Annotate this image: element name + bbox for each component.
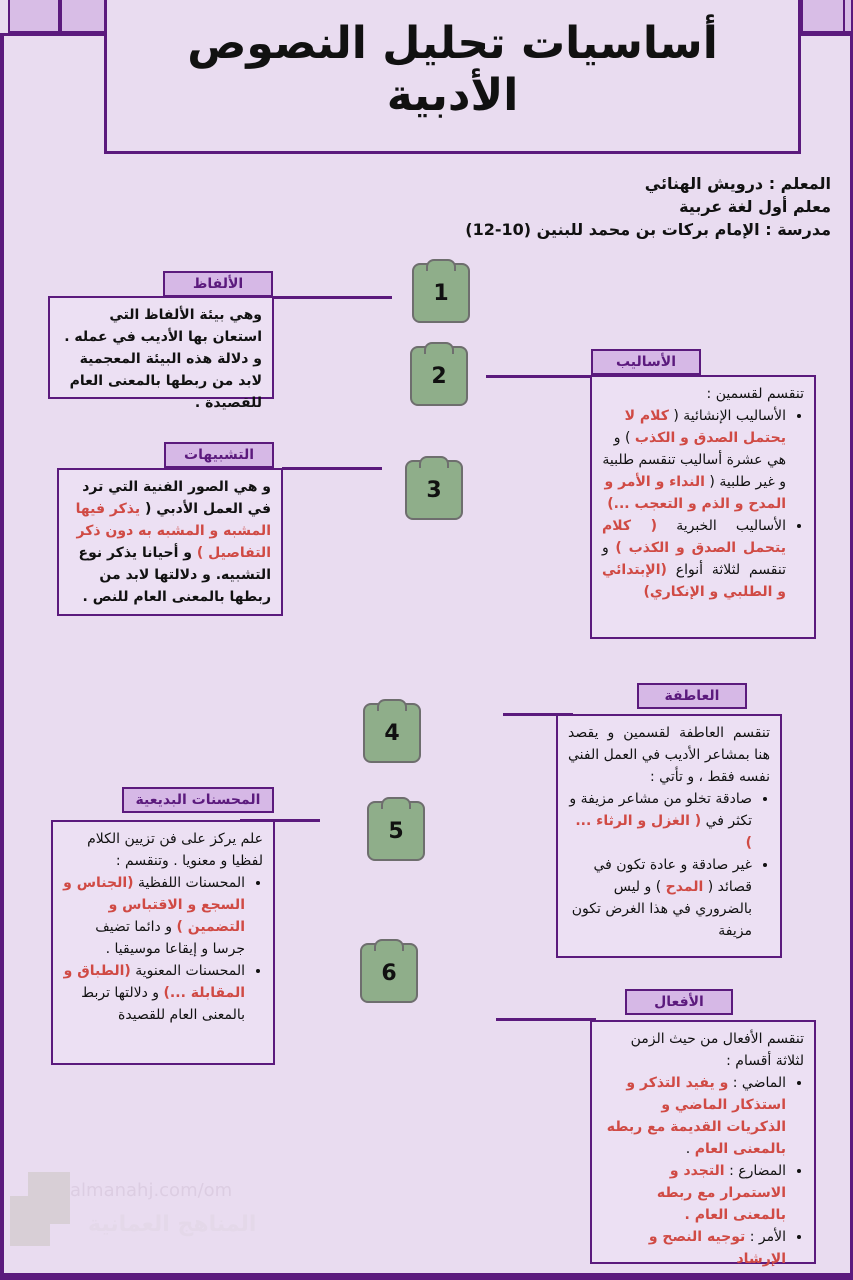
list-item xyxy=(63,960,245,1026)
connector-line xyxy=(272,296,392,299)
section-box-tashbeehat xyxy=(57,468,283,616)
highlight: (الإبتدائي و الطلبي و الإنكاري) xyxy=(602,562,786,600)
number-text: 5 xyxy=(388,818,404,844)
watermark-url: almanahj.com/om xyxy=(70,1180,233,1201)
title-line-2: الأدبية xyxy=(386,70,519,121)
section-text xyxy=(69,476,271,608)
text: الأمر : xyxy=(749,1229,786,1245)
label-text: الأفعال xyxy=(654,994,704,1010)
label-text: العاطفة xyxy=(664,688,720,704)
text: الماضي : xyxy=(732,1075,786,1091)
number-badge-1 xyxy=(412,263,470,323)
list-item xyxy=(63,872,245,960)
label-text: الألفاظ xyxy=(192,276,244,292)
section-label-afaal xyxy=(625,989,733,1015)
text: و تنقسم لثلاثة أنواع xyxy=(602,540,786,578)
text: . xyxy=(685,1141,691,1157)
label-text: المحسنات البديعية xyxy=(135,792,261,808)
number-text: 2 xyxy=(431,363,447,389)
section-intro: تنقسم لقسمين : xyxy=(706,386,804,402)
section-label-muhassinat xyxy=(122,787,274,813)
text: و أحيانا يذكر نوع التشبيه. و دلالتها لابد من ربطها بالمعنى العام للنص . xyxy=(78,545,271,605)
section-intro: تنقسم الأفعال من حيث الزمن لثلاثة أقسام : xyxy=(630,1031,804,1069)
text: ) و ليس بالضروري في هذا الغرض تكون مزيفة xyxy=(571,879,752,939)
number-badge-3 xyxy=(405,460,463,520)
number-text: 4 xyxy=(384,720,400,746)
connector-line xyxy=(496,1018,596,1021)
label-text: التشبيهات xyxy=(184,447,255,463)
section-box-atifa xyxy=(556,714,782,958)
text: المحسنات اللفظية xyxy=(138,875,245,891)
corner-decoration xyxy=(8,0,60,33)
text: المضارع : xyxy=(729,1163,786,1179)
text: ) و هي عشرة أساليب تنقسم طلبية و غير طلبية ( xyxy=(602,430,786,490)
connector-line xyxy=(486,375,594,378)
section-intro: علم يركز على فن تزيين الكلام لفظيا و معنويا . وتنقسم : xyxy=(87,831,263,869)
watermark-logo xyxy=(10,1196,50,1246)
number-text: 1 xyxy=(433,280,449,306)
text: غير صادقة و عادة تكون في قصائد ( xyxy=(593,857,752,895)
highlight: توجيه النصح و الإرشاد xyxy=(648,1229,786,1267)
text: الأساليب الإنشائية ( xyxy=(673,408,786,424)
text: الأساليب الخبرية xyxy=(676,518,786,534)
title-line-1: أساسيات تحليل النصوص xyxy=(187,18,718,69)
list-item xyxy=(602,515,786,603)
list-item xyxy=(602,1226,786,1270)
number-text: 6 xyxy=(381,960,397,986)
text: صادقة تخلو من مشاعر مزيفة و تكثر في xyxy=(569,791,752,829)
section-intro: تنقسم العاطفة لقسمين و يقصد هنا بمشاعر الأديب في العمل الفني نفسه فقط ، و تأتي : xyxy=(568,725,770,785)
section-label-alfaz xyxy=(163,271,273,297)
section-box-muhassinat xyxy=(51,820,275,1065)
section-label-tashbeehat xyxy=(164,442,274,468)
list-item xyxy=(568,854,752,942)
list-item xyxy=(602,1160,786,1226)
highlight: (الطباق و المقابلة ...) xyxy=(63,963,245,1001)
highlight: يذكر فيها المشبه و المشبه به دون ذكر التفاصيل ) xyxy=(75,501,271,561)
page-title xyxy=(107,18,798,122)
list-item xyxy=(602,405,786,515)
section-box-alfaz xyxy=(48,296,274,411)
section-label-asaleeb xyxy=(591,349,701,375)
section-box-asaleeb xyxy=(590,375,816,639)
highlight: كلام لا يحتمل الصدق و الكذب xyxy=(624,408,786,446)
connector-line xyxy=(282,467,382,470)
corner-decoration xyxy=(60,0,106,33)
frame-left-border xyxy=(0,34,4,1280)
highlight: ( الغزل و الرثاء ... ) xyxy=(575,813,752,851)
text: و دلالتها تربط بالمعنى العام للقصيدة xyxy=(81,985,245,1023)
text: المحسنات المعنوية xyxy=(135,963,245,979)
highlight: النداء و الأمر و المدح و الذم و التعجب ...) xyxy=(604,474,786,512)
number-text: 3 xyxy=(426,477,442,503)
text: و هي الصور الفنية التي ترد في العمل الأدبي ( xyxy=(82,479,271,517)
list-item xyxy=(568,788,752,854)
number-badge-2 xyxy=(410,346,468,406)
frame-top-line xyxy=(0,33,106,36)
text: و دائما تضيف جرسا و إيقاعا موسيقيا . xyxy=(95,919,245,957)
section-label-atifa xyxy=(637,683,747,709)
section-text: وهي بيئة الألفاظ التي استعان بها الأديب في عمله . و دلالة هذه البيئة المعجمية لابد من ربطها بالمعنى العام للقصيدة . xyxy=(64,307,262,411)
number-badge-5 xyxy=(367,801,425,861)
highlight: المدح xyxy=(665,879,704,895)
teacher-info xyxy=(465,172,831,241)
frame-top-line xyxy=(801,33,853,36)
title-box xyxy=(104,0,801,154)
watermark-name: المناهج العمانية xyxy=(88,1212,257,1237)
corner-decoration xyxy=(843,0,853,33)
number-badge-6 xyxy=(360,943,418,1003)
frame-bottom-border xyxy=(0,1273,853,1280)
highlight: و يفيد التذكر و استذكار الماضي و الذكريات القديمة مع ربطه بالمعنى العام xyxy=(606,1075,786,1157)
teacher-school: مدرسة : الإمام بركات بن محمد للبنين (10-12) xyxy=(465,220,831,239)
highlight: (الجناس و السجع و الاقتباس و التضمين ) xyxy=(63,875,245,935)
highlight: ( كلام يتحمل الصدق و الكذب ) xyxy=(602,518,786,556)
number-badge-4 xyxy=(363,703,421,763)
teacher-name: المعلم : درويش الهنائي xyxy=(644,174,831,193)
label-text: الأساليب xyxy=(615,354,677,370)
list-item xyxy=(602,1072,786,1160)
section-box-afaal xyxy=(590,1020,816,1267)
teacher-role: معلم أول لغة عربية xyxy=(679,197,831,216)
corner-decoration xyxy=(801,0,845,33)
highlight: التجدد و الاستمرار مع ربطه بالمعنى العام . xyxy=(656,1163,786,1223)
